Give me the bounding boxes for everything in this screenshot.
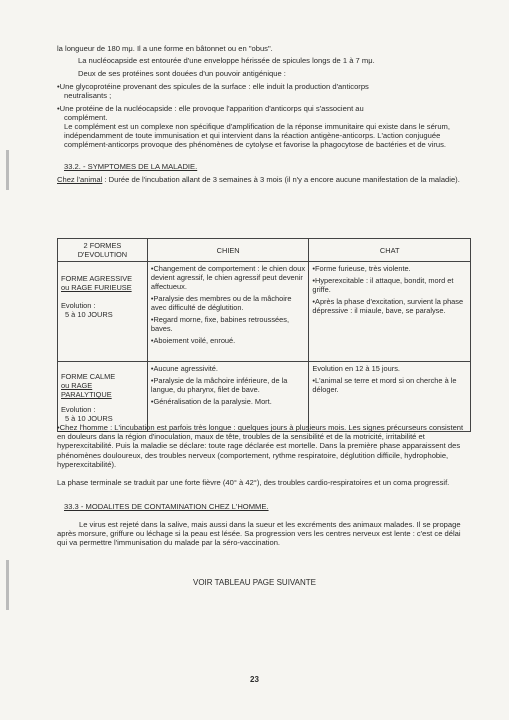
form-cell-aggressive [58,262,148,362]
symptom-item: •Après la phase d'excitation, survient la phase dépressive : il miaule, bave, se paralyse. [312,297,464,315]
chien-cell-calm [147,362,309,432]
symptom-item: •Changement de comportement : le chien doux devient agressif, le chien agressif peut devenir affectueux. [150,264,306,291]
header-chat: CHAT [309,239,471,262]
contamination-paragraph: Le virus est rejeté dans la salive, mais aussi dans la sueur et les excréments des animaux malades. Il se propage après morsure, griffure ou léchage si la peau est lésée. Sa progression vers les centres nerveux est lente : c'est ce délai qui va permettre l'immunisation du malade par la séro-vaccination. [57,520,461,548]
animal-incubation-text: : Durée de l'incubation allant de 3 semaines à 3 mois (il n'y a encore aucune manifestation de la maladie). [102,175,460,184]
see-next-table-note: VOIR TABLEAU PAGE SUIVANTE [193,578,316,587]
evolution-value: 5 à 10 JOURS [65,310,113,319]
chat-cell-aggressive [309,262,471,362]
header-chien: CHIEN [147,239,309,262]
header-forms: 2 FORMES D'EVOLUTION [58,239,148,262]
symptom-item: •L'animal se terre et mord si on cherche à le déloger. [312,376,457,394]
bullet-nucleocapsid-cont: complément. [64,113,108,122]
homme-terminal-phase: La phase terminale se traduit par une forte fièvre (40° à 42°), des troubles cardio-respiratoires et un coma progressif. [57,478,450,487]
form-cell-calm [58,362,148,432]
complement-paragraph: Le complément est un complexe non spécifique d'amplification de la réponse immunitaire qui existe dans le sérum, indépendamment de toute immunisation et qui intervient dans la réaction antigène-anticorps. L'action conjuguée complément-anticorps provoque des phénomènes de cytolyse et favorise la phagocytose de bactéries et de virus. [64,122,450,150]
bullet-nucleocapsid: •Une protéine de la nucléocapside : elle provoque l'apparition d'anticorps qui s'associent au [57,104,364,113]
symptom-item: Evolution en 12 à 15 jours. [312,364,400,373]
intro-line-2: La nucléocapside est entourée d'une enveloppe hérissée de spicules longs de 1 à 7 mμ. [78,56,375,65]
page-edge-mark [6,150,9,190]
form-title: FORME CALME [61,372,116,381]
symptom-item: •Regard morne, fixe, babines retroussées, baves. [150,315,290,333]
section-heading-symptoms: 33.2. - SYMPTOMES DE LA MALADIE. [64,162,198,171]
page-number: 23 [250,675,259,684]
symptom-item: •Aucune agressivité. [150,364,218,373]
symptom-item: •Paralysie de la mâchoire inférieure, de la langue, du pharynx, filet de bave. [150,376,288,394]
bullet-glycoprotein: •Une glycoprotéine provenant des spicules de la surface : elle induit la production d'anticorps [57,82,369,91]
form-subtitle: ou RAGE PARALYTIQUE [61,381,112,399]
evolution-label: Evolution : [61,301,96,310]
table-row [58,262,471,362]
symptom-item: •Paralysie des membres ou de la mâchoire avec difficulté de déglutition. [150,294,292,312]
symptom-item: •Forme furieuse, très violente. [312,264,411,273]
intro-line-3: Deux de ses protéines sont douées d'un pouvoir antigénique : [78,69,286,78]
intro-line-1: la longueur de 180 mμ. Il a une forme en bâtonnet ou en "obus". [57,44,273,53]
evolution-label: Evolution : [61,405,96,414]
symptom-item: •Aboiement voilé, enroué. [150,336,236,345]
chez-homme-label: Chez l'homme [59,423,108,432]
chien-cell-aggressive [147,262,309,362]
table-header-row [58,239,471,262]
symptom-item: •Hyperexcitable : il attaque, bondit, mord et griffe. [312,276,454,294]
table-row [58,362,471,432]
section-heading-contamination: 33.3 - MODALITES DE CONTAMINATION CHEZ L'HOMME. [64,502,269,511]
bullet-glycoprotein-cont: neutralisants ; [64,91,112,100]
form-title: FORME AGRESSIVE [61,274,133,283]
form-subtitle: ou RAGE FURIEUSE [61,283,132,292]
homme-text: : L'incubation est parfois très longue : quelques jours à plusieurs mois. Les signes précurseurs consistent en douleurs dans la région d'inoculation, maux de tête, troubles de la sensibilité et de la motricité, irritabilité et hyperexcitabilité. Puis la maladie se déclare: toute rage déclarée est mortelle. Dans la première phase apparaissent des phénomènes douloureux, des troubles nerveux (comportement, rythme respiratoire, déglutition difficile, hydrophobie, hyperexcitabilité). [57,423,464,469]
evolution-table [57,238,471,432]
homme-paragraph: •Chez l'homme : L'incubation est parfois très longue : quelques jours à plusieurs mois. Les signes précurseurs consistent en douleurs dans la région d'inoculation, maux de tête, troubles de la sensibilité et de la motricité, irritabilité et hyperexcitabilité. Puis la maladie se déclare: toute rage déclarée est mortelle. Dans la première phase apparaissent des phénomènes douloureux, des troubles nerveux (comportement, rythme respiratoire, déglutition difficile, hydrophobie, hyperexcitabilité). [57,423,464,469]
evolution-value: 5 à 10 JOURS [65,414,113,423]
chat-cell-calm [309,362,471,432]
animal-incubation-paragraph [57,175,471,184]
chez-animal-label: Chez l'animal [57,175,103,184]
symptom-item: •Généralisation de la paralysie. Mort. [150,397,272,406]
